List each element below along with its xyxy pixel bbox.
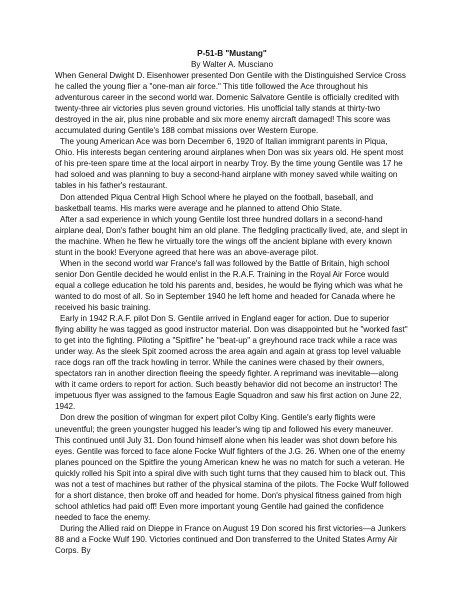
paragraph-dieppe: During the Allied raid on Dieppe in France on August 19 Don scored his first victories—a Junkers 88 and a Focke Wulf 190. Victories continued and Don transferred to the United States Army Air Corps. By — [55, 523, 406, 556]
paragraph-birth: The young American Ace was born December 6, 1920 of Italian immigrant parents in Piqua, Ohio. His interests began centering around airplanes when Don was six years old. He spent most of his pre-teen spare time at the local airport in nearby Troy. By the time young Gentile was 17 he had soloed and was planning to buy a second-hand airplane with money saved while waiting on tables in his father's restaurant. — [55, 137, 404, 191]
paragraph-wingman: Don drew the position of wingman for expert pilot Colby King. Gentile's early flights were uneventful; the green youngster hugged his leader's wing tip and followed his every maneuver. This continued until July 31. Don found himself alone when his leader was shot down before his eyes. Gentile was forced to face alone Focke Wulf fighters of the J.G. 26. When one of the enemy planes pounced on the Spitfire the young American knew he was no match for such a veteran. He quickly rolled his Spit into a spiral dive with such tight turns that they caused him to black out. This was not a test of machines but rather of the physical stamina of the pilots. The Focke Wulf followed for a short distance, then broke off and headed for home. Don's physical fitness gained from high school athletics had paid off! Even more important young Gentile had gained the confidence needed to face the enemy. — [55, 413, 409, 522]
paragraph-intro: When General Dwight D. Eisenhower presented Don Gentile with the Distinguished Service Cross he called the young flier a "one-man air force." This title followed the Ace throughout his adventurous career in the second world war. Domenic Salvatore Gentile is officially credited with twenty-three air victories plus seven ground victories. His unofficial tally stands at thirty-two destroyed in the air, plus nine probable and six more enemy aircraft damaged! This score was accumulated during Gentile's 188 combat missions over Western Europe. — [55, 71, 406, 136]
article-title: P-51-B "Mustang" — [197, 49, 267, 58]
paragraph-high-school: Don attended Piqua Central High School where he played on the football, baseball, and basketball teams. His marks were average and he planned to attend Ohio State. — [55, 192, 374, 213]
article-byline: By Walter A. Musciano — [190, 60, 274, 69]
paragraph-enlist-raf: When in the second world war France's fall was followed by the Battle of Britain, high school senior Don Gentile decided he would enlist in the R.A.F. Training in the Royal Air Force would equal a college education he told his parents and, besides, he would be flying which was what he wanted to do most of all. So in September 1940 he left home and headed for Canada where he received his basic training. — [55, 258, 403, 312]
paragraph-england: Early in 1942 R.A.F. pilot Don S. Gentile arrived in England eager for action. Due to superior flying ability he was tagged as good instructor material. Don was disappointed but he "worked fast" to get into the fighting. Piloting a "Spitfire" he "beat-up" a greyhound race track while a race was under way. As the sleek Spit zoomed across the area again and again at grass top level valuable race dogs ran off the track howling in terror. While the canines were chased by their owners, spectators ran in another direction fleeing the speedy fighter. A reprimand was inevitable—along with it came orders to report for action. Such beastly behavior did not become an instructor! The impetuous flyer was assigned to the famous Eagle Squadron and saw his first action on June 22, 1942. — [55, 314, 408, 412]
paragraph-first-plane: After a sad experience in which young Gentile lost three hundred dollars in a second-hand airplane deal, Don's father bought him an old plane. The fledgling practically lived, ate, and slept in the machine. When he flew he virtually tore the wings off the ancient biplane with every known stunt in the book! Everyone agreed that here was an above-average pilot. — [55, 214, 408, 257]
